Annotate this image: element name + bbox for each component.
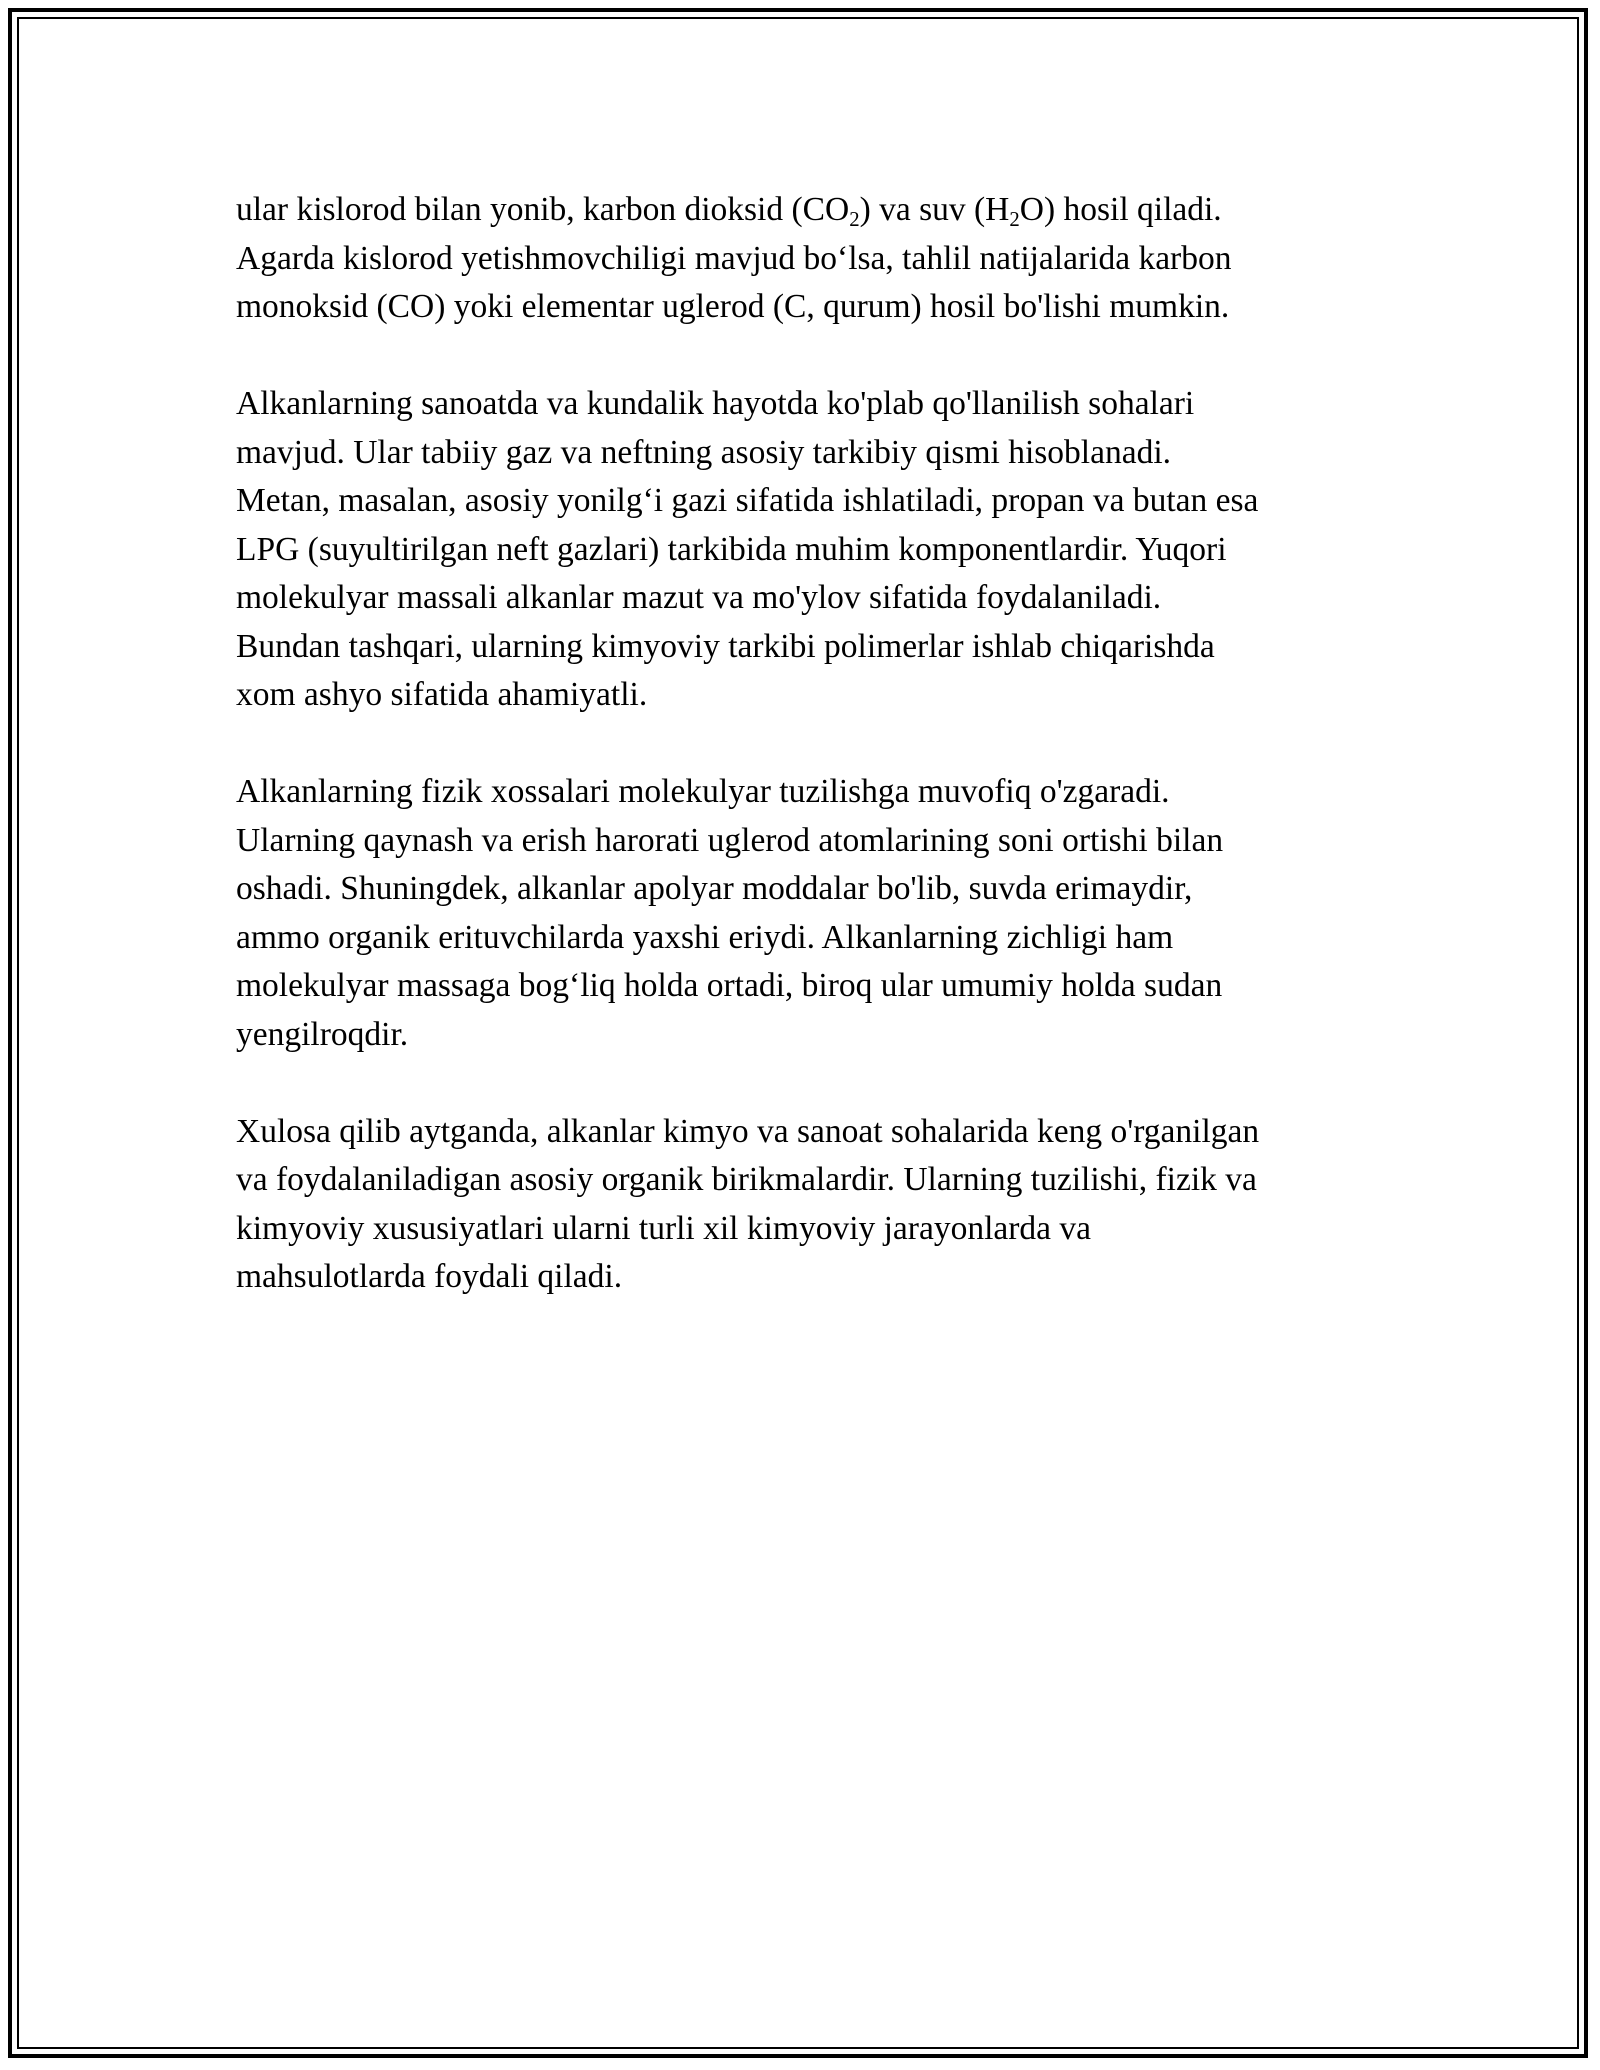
text-line: molekulyar massaga bog‘liq holda ortadi, biroq ular umumiy holda sudan [236, 967, 1223, 1004]
text-line: xom ashyo sifatida ahamiyatli. [236, 676, 648, 713]
text-line: monoksid (CO) yoki elementar uglerod (C, qurum) hosil bo'lishi mumkin. [236, 288, 1230, 325]
text-line: ular kislorod bilan yonib, karbon dioksid $(CO_2)$ va suv $(H_2O)$ hosil qiladi. [236, 191, 1222, 231]
text-line: Alkanlarning sanoatda va kundalik hayotda ko'plab qo'llanilish sohalari [236, 385, 1195, 422]
paragraph-applications [236, 380, 1376, 720]
text-line: mahsulotlarda foydali qiladi. [236, 1258, 623, 1295]
subscript: 2 [849, 207, 860, 231]
text-line: ammo organik erituvchilarda yaxshi eriydi. Alkanlarning zichligi ham [236, 918, 1174, 956]
subscript: 2 [1009, 207, 1020, 231]
paragraph-conclusion [236, 1108, 1376, 1302]
text-line: Agarda kislorod yetishmovchiligi mavjud bo‘lsa, tahlil natijalarida karbon [236, 239, 1232, 277]
text-line: Metan, masalan, asosiy yonilg‘i gazi sifatida ishlatiladi, propan va butan esa [236, 482, 1259, 519]
document-body [236, 186, 1376, 1350]
text-line: Xulosa qilib aytganda, alkanlar kimyo va sanoat sohalarida keng o'rganilgan [236, 1112, 1260, 1150]
text-line: Bundan tashqari, ularning kimyoviy tarkibi polimerlar ishlab chiqarishda [236, 627, 1215, 665]
text-line: molekulyar massali alkanlar mazut va mo'ylov sifatida foydalaniladi. [236, 579, 1162, 616]
text-line: va foydalaniladigan asosiy organik birikmalardir. Ularning tuzilishi, fizik va [236, 1161, 1257, 1198]
text-line: kimyoviy xususiyatlari ularni turli xil kimyoviy jarayonlarda va [236, 1209, 1092, 1247]
text-line: oshadi. Shuningdek, alkanlar apolyar moddalar bo'lib, suvda erimaydir, [236, 870, 1193, 907]
text-line: LPG (suyultirilgan neft gazlari) tarkibida muhim komponentlardir. Yuqori [236, 530, 1227, 568]
text-line: mavjud. Ular tabiiy gaz va neftning asosiy tarkibiy qismi hisoblanadi. [236, 433, 1172, 471]
paragraph-combustion [236, 186, 1376, 332]
text-line: yengilroqdir. [236, 1015, 409, 1053]
text-line: Alkanlarning fizik xossalari molekulyar tuzilishga muvofiq o'zgaradi. [236, 773, 1170, 810]
text-line: Ularning qaynash va erish harorati uglerod atomlarining soni ortishi bilan [236, 821, 1224, 859]
paragraph-physical-properties [236, 768, 1376, 1059]
